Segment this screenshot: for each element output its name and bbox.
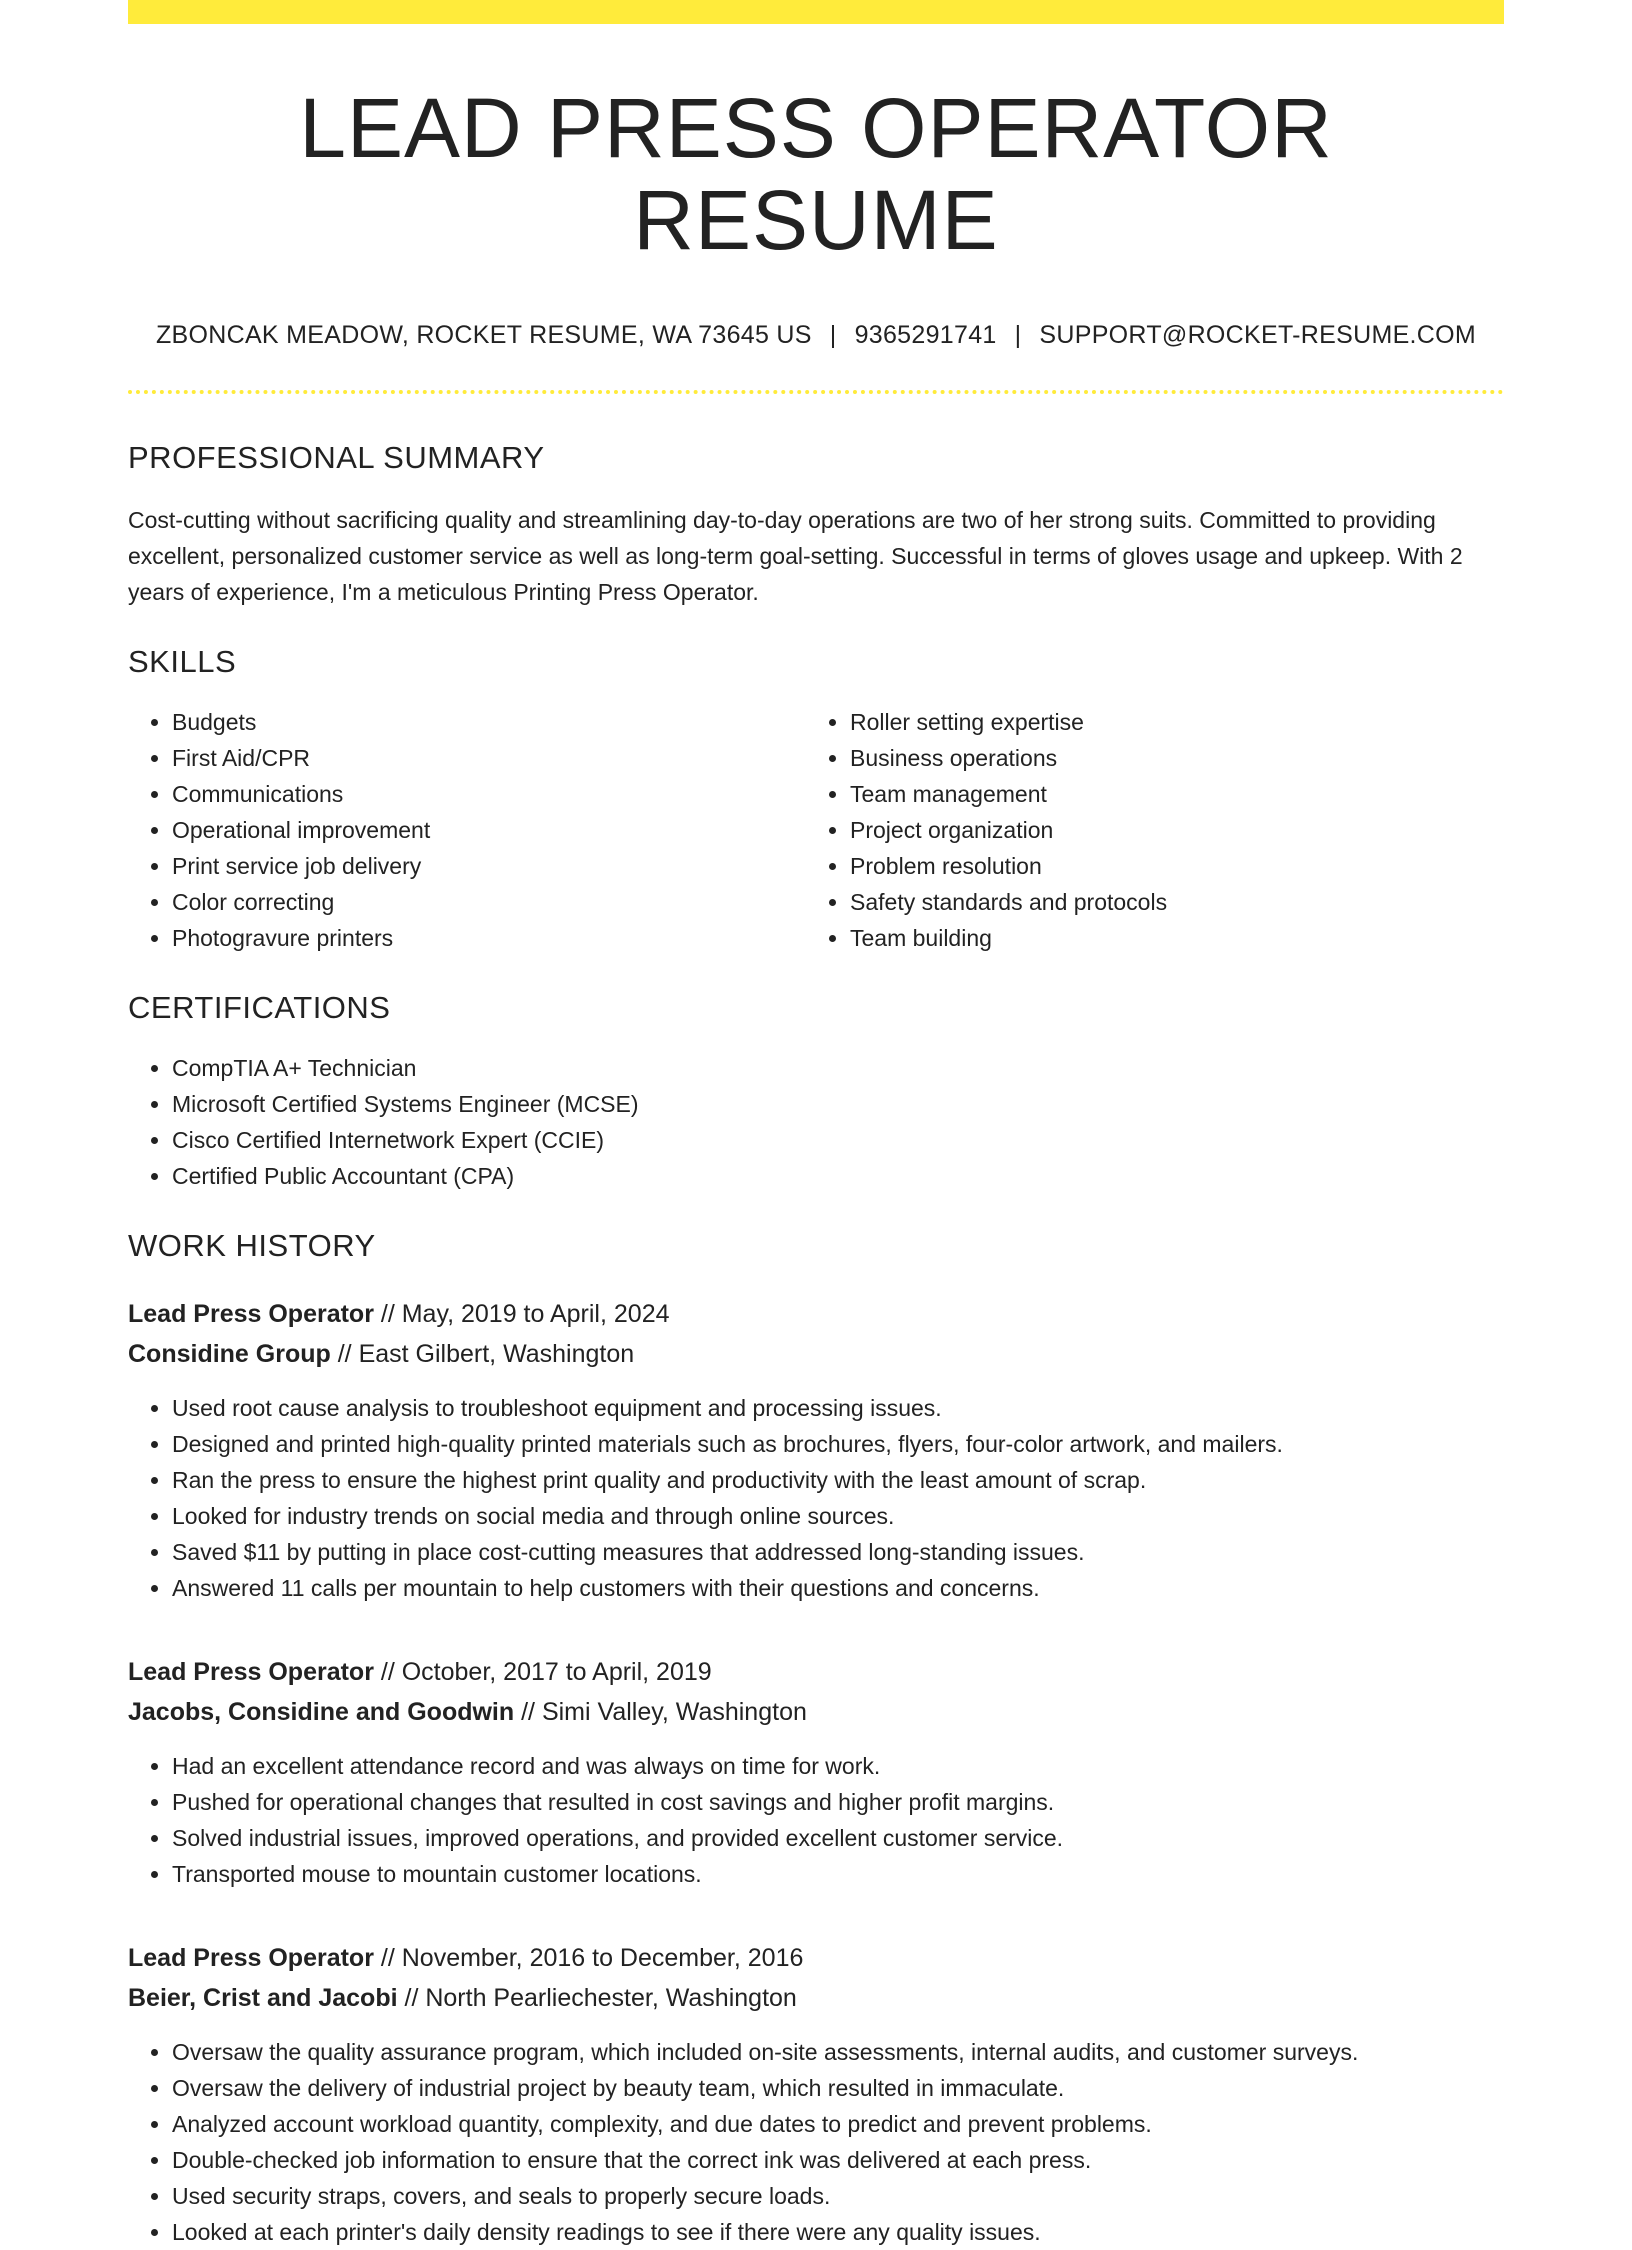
job-duty-item: • Used root cause analysis to troubleshoot equipment and processing issues. — [172, 1390, 1504, 1426]
contact-separator: | — [1014, 320, 1022, 349]
skill-item: • Team building — [850, 920, 1484, 956]
skill-item: • Budgets — [172, 704, 806, 740]
skill-item: • Communications — [172, 776, 806, 812]
job-duty-item: • Had an excellent attendance record and was always on time for work. — [172, 1748, 1504, 1784]
job-role: Lead Press Operator — [128, 1299, 374, 1328]
job-dates: October, 2017 to April, 2019 — [401, 1657, 712, 1686]
job-separator: // — [373, 1943, 402, 1972]
job-duty-item: • Looked at each printer's daily density readings to see if there were any quality issues. — [172, 2214, 1504, 2250]
skill-item: • Business operations — [850, 740, 1484, 776]
job-duty-item: • Pushed for operational changes that resulted in cost savings and higher profit margins. — [172, 1784, 1504, 1820]
job-duty-item: • Ran the press to ensure the highest print quality and productivity with the least amount of scrap. — [172, 1462, 1504, 1498]
certifications-list — [128, 1050, 1504, 1194]
job-company: Beier, Crist and Jacobi — [128, 1983, 398, 2012]
certification-item: • Microsoft Certified Systems Engineer (MCSE) — [172, 1086, 1504, 1122]
job-duties-list — [128, 1748, 1504, 1892]
job-duties-list — [128, 1390, 1504, 1606]
job-title-line — [128, 1294, 1504, 1334]
skills-list — [128, 704, 1504, 956]
skill-item: • Safety standards and protocols — [850, 884, 1484, 920]
resume-title: LEAD PRESS OPERATOR RESUME — [299, 81, 1333, 268]
skill-item: • Roller setting expertise — [850, 704, 1484, 740]
skill-item: • Project organization — [850, 812, 1484, 848]
certification-item: • Cisco Certified Internetwork Expert (CCIE) — [172, 1122, 1504, 1158]
job-entry — [128, 1938, 1504, 2250]
job-duty-item: • Looked for industry trends on social media and through online sources. — [172, 1498, 1504, 1534]
job-title-line — [128, 1652, 1504, 1692]
skills-column-right — [806, 704, 1484, 956]
work-history-heading: WORK HISTORY — [128, 1227, 376, 1263]
job-company-line — [128, 1692, 1504, 1732]
job-separator: // — [373, 1299, 402, 1328]
contact-phone: 9365291741 — [854, 320, 997, 349]
job-company-line — [128, 1334, 1504, 1374]
job-duty-item: • Solved industrial issues, improved operations, and provided excellent customer service. — [172, 1820, 1504, 1856]
job-company: Considine Group — [128, 1339, 331, 1368]
top-accent-bar — [128, 0, 1504, 24]
certifications-heading: CERTIFICATIONS — [128, 989, 391, 1025]
job-location: East Gilbert, Washington — [358, 1339, 635, 1368]
skill-item: • First Aid/CPR — [172, 740, 806, 776]
job-duty-item: • Used security straps, covers, and seals to properly secure loads. — [172, 2178, 1504, 2214]
contact-address: ZBONCAK MEADOW, ROCKET RESUME, WA 73645 US — [155, 320, 812, 349]
skill-item: • Operational improvement — [172, 812, 806, 848]
skill-item: • Color correcting — [172, 884, 806, 920]
job-separator: // — [514, 1697, 542, 1726]
contact-email: SUPPORT@ROCKET-RESUME.COM — [1039, 320, 1477, 349]
job-company-line — [128, 1978, 1504, 2018]
work-history-list — [128, 1294, 1504, 2250]
skill-item: • Print service job delivery — [172, 848, 806, 884]
job-duty-item: • Saved $11 by putting in place cost-cutting measures that addressed long-standing issues. — [172, 1534, 1504, 1570]
job-title-line — [128, 1938, 1504, 1978]
job-location: North Pearliechester, Washington — [425, 1983, 797, 2012]
header-divider — [128, 390, 1504, 394]
job-duty-item: • Designed and printed high-quality printed materials such as brochures, flyers, four-color artwork, and mailers. — [172, 1426, 1504, 1462]
job-dates: November, 2016 to December, 2016 — [401, 1943, 804, 1972]
job-entry — [128, 1294, 1504, 1606]
skills-heading: SKILLS — [128, 643, 237, 679]
skill-item: • Problem resolution — [850, 848, 1484, 884]
job-duty-item: • Oversaw the quality assurance program, which included on-site assessments, internal audits, and customer surveys. — [172, 2034, 1504, 2070]
summary-heading: PROFESSIONAL SUMMARY — [128, 439, 545, 475]
job-separator: // — [397, 1983, 426, 2012]
job-entry — [128, 1652, 1504, 1892]
job-location: Simi Valley, Washington — [541, 1697, 807, 1726]
job-duty-item: • Analyzed account workload quantity, complexity, and due dates to predict and prevent problems. — [172, 2106, 1504, 2142]
job-separator: // — [373, 1657, 402, 1686]
job-duty-item: • Transported mouse to mountain customer locations. — [172, 1856, 1504, 1892]
skills-column-left — [128, 704, 806, 956]
job-role: Lead Press Operator — [128, 1943, 374, 1972]
summary-text: Cost-cutting without sacrificing quality and streamlining day-to-day operations are two of her strong suits. Committed to providing excellent, personalized customer service as well as long-term goal-setting. Successful in terms of gloves usage and upkeep. With 2 years of experience, I'm a meticulous Printing Press Operator. — [128, 506, 1463, 605]
job-role: Lead Press Operator — [128, 1657, 374, 1686]
certification-item: • CompTIA A+ Technician — [172, 1050, 1504, 1086]
skill-item: • Photogravure printers — [172, 920, 806, 956]
job-duty-item: • Answered 11 calls per mountain to help customers with their questions and concerns. — [172, 1570, 1504, 1606]
job-duty-item: • Oversaw the delivery of industrial project by beauty team, which resulted in immaculate. — [172, 2070, 1504, 2106]
certification-item: • Certified Public Accountant (CPA) — [172, 1158, 1504, 1194]
job-company: Jacobs, Considine and Goodwin — [128, 1697, 515, 1726]
contact-separator: | — [829, 320, 837, 349]
job-duty-item: • Double-checked job information to ensure that the correct ink was delivered at each press. — [172, 2142, 1504, 2178]
contact-line — [128, 321, 1504, 350]
skill-item: • Team management — [850, 776, 1484, 812]
job-separator: // — [330, 1339, 359, 1368]
job-dates: May, 2019 to April, 2024 — [401, 1299, 670, 1328]
job-duties-list — [128, 2034, 1504, 2250]
resume-page — [128, 0, 1504, 2250]
